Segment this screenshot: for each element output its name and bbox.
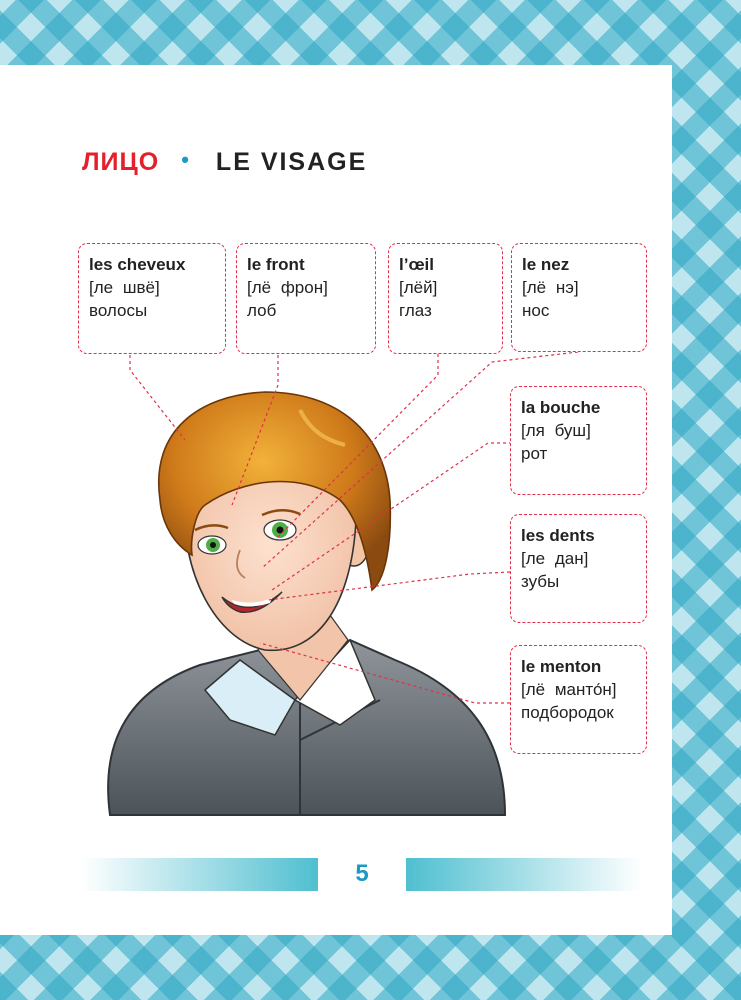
card-translation: нос [522,301,550,320]
card-pronunciation: [ле швё] [89,278,160,297]
card-translation: рот [521,444,548,463]
card-bouche [510,386,647,495]
card-oeil [388,243,503,354]
card-translation: подбородок [521,703,614,722]
card-pronunciation: [ля буш] [521,421,591,440]
card-pronunciation: [лё фрон] [247,278,328,297]
card-dents [510,514,647,623]
title-russian: ЛИЦО [82,148,160,176]
card-pronunciation: [ле дан] [521,549,589,568]
card-word: le menton [521,657,602,676]
card-cheveux [78,243,226,354]
card-word: l’œil [399,255,434,274]
footer-bar-right [406,858,642,891]
page-number: 5 [355,860,369,887]
card-word: le front [247,255,305,274]
card-pronunciation: [лёй] [399,278,438,297]
card-pronunciation: [лё манто́н] [521,680,617,699]
card-word: le nez [522,255,570,274]
title-separator: • [181,147,190,172]
card-pronunciation: [лё нэ] [522,278,579,297]
card-word: les dents [521,526,595,545]
title-french: LE VISAGE [215,148,368,176]
card-word: la bouche [521,398,601,417]
card-translation: лоб [247,301,277,320]
footer-bar-left [82,858,318,891]
card-front [236,243,376,354]
card-translation: зубы [521,572,560,591]
card-translation: волосы [89,301,148,320]
card-translation: глаз [399,301,432,320]
card-menton [510,645,647,754]
card-nez [511,243,647,352]
card-word: les cheveux [89,255,186,274]
